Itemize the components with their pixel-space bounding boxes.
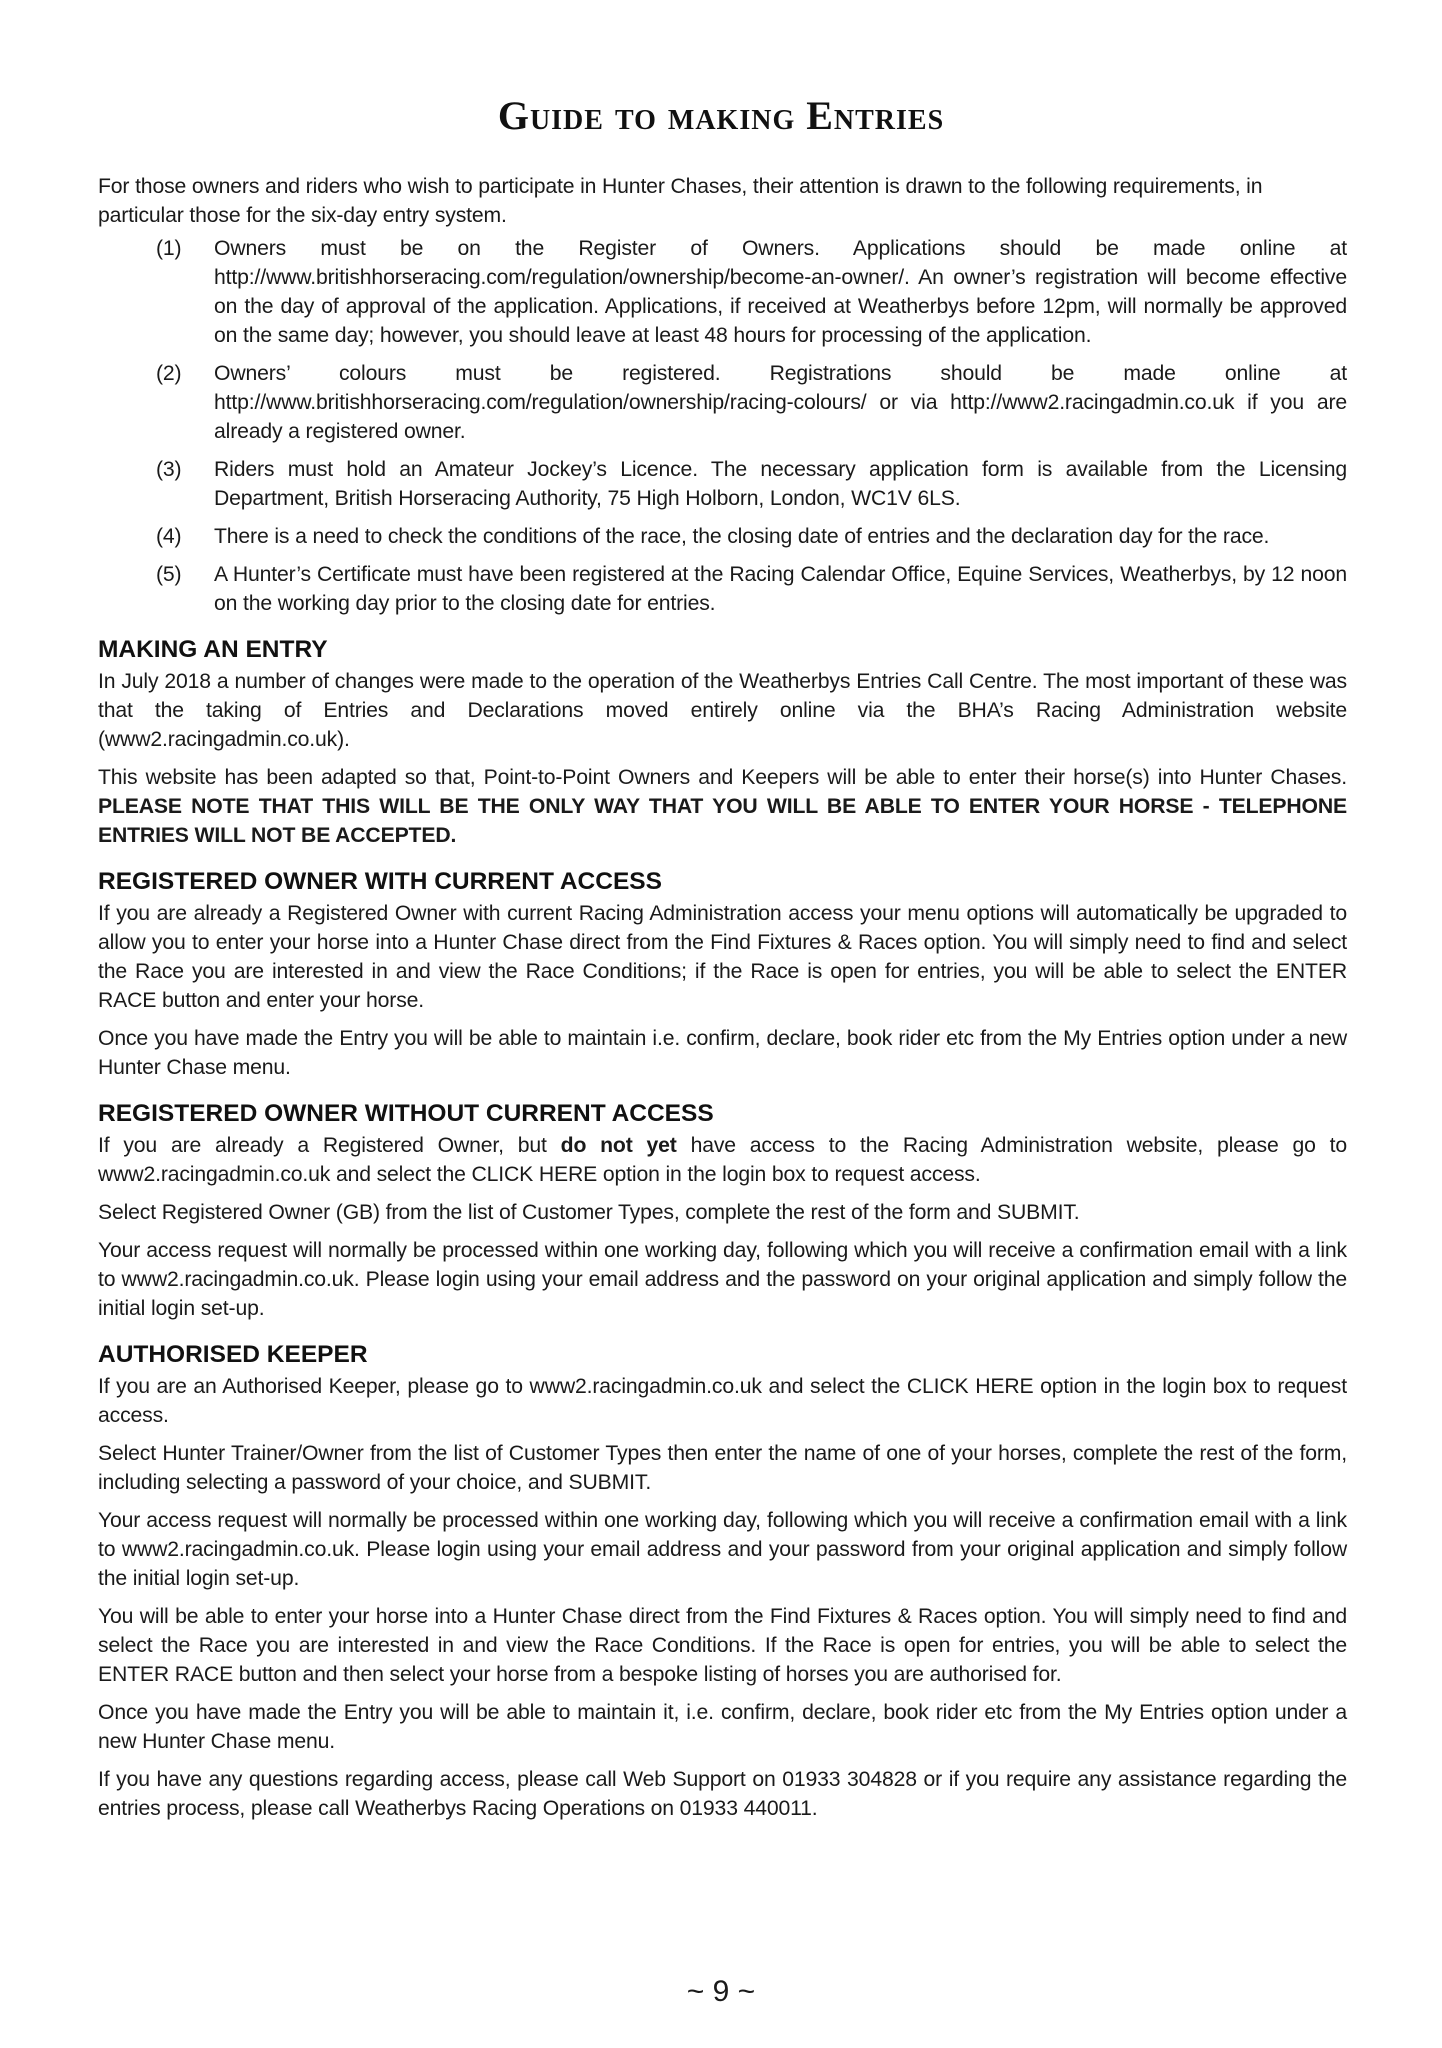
page-title: Guide to making Entries [497,93,945,138]
without-access-lead-text: If you are already a Registered Owner, but [98,1134,561,1157]
keeper-paragraph: Your access request will normally be processed within one working day, following which you will receive a confirmation email with a link to www2.racingadmin.co.uk. Please login using your email address and your password from your original application and simply follow the initial login set-up. [98,1509,1347,1590]
requirement-item [98,234,1347,350]
notice-lead-text: This website has been adapted so that, Point-to-Point Owners and Keepers will be able to enter their horse(s) into Hunter Chases. [98,766,1347,789]
making-entry-notice-paragraph [98,763,1347,850]
notice-bold-text: PLEASE NOTE THAT THIS WILL BE THE ONLY WAY THAT YOU WILL BE ABLE TO ENTER YOUR HORSE - TELEPHONE ENTRIES WILL NOT BE ACCEPTED. [98,795,1347,847]
requirement-item [98,359,1347,446]
section-heading-without-access: REGISTERED OWNER WITHOUT CURRENT ACCESS [98,1100,714,1127]
with-access-paragraph: Once you have made the Entry you will be able to maintain i.e. confirm, declare, book rider etc from the My Entries option under a new Hunter Chase menu. [98,1027,1347,1079]
requirement-text: A Hunter’s Certificate must have been registered at the Racing Calendar Office, Equine Services, Weatherbys, by 12 noon on the working day prior to the closing date for entries. [214,563,1347,615]
without-access-paragraph: Select Registered Owner (GB) from the list of Customer Types, complete the rest of the form and SUBMIT. [98,1201,1080,1224]
making-entry-paragraph: In July 2018 a number of changes were made to the operation of the Weatherbys Entries Call Centre. The most important of these was that the taking of Entries and Declarations moved entirely online via the BHA’s Racing Administration website (www2.racingadmin.co.uk). [98,670,1347,751]
section-heading-making-entry: MAKING AN ENTRY [98,636,328,663]
keeper-paragraph: You will be able to enter your horse into a Hunter Chase direct from the Find Fixtures & Races option. You will simply need to find and select the Race you are interested in and view the Race Conditions. If the Race is open for entries, you will be able to select the ENTER RACE button and then select your horse from a bespoke listing of horses you are authorised for. [98,1605,1347,1686]
page-number: ~ 9 ~ [686,1975,756,2008]
requirement-item [98,522,1347,551]
requirement-text: Owners’ colours must be registered. Registrations should be made online at http://www.britishhorseracing.com/regulation/ownership/racing-colours/ or via http://www2.racingadmin.co.uk if you are already a registered owner. [214,362,1347,443]
requirement-number: (5) [156,563,182,586]
with-access-paragraph: If you are already a Registered Owner with current Racing Administration access your menu options will automatically be upgraded to allow you to enter your horse into a Hunter Chase direct from the Find Fixtures & Races option. You will simply need to find and select the Race you are interested in and view the Race Conditions; if the Race is open for entries, you will be able to select the ENTER RACE button and enter your horse. [98,902,1347,1012]
requirement-text: Owners must be on the Register of Owners. Applications should be made online at http://www.britishhorseracing.com/regulation/ownership/become-an-owner/. An owner’s registration will become effective on the day of approval of the application. Applications, if received at Weatherbys before 12pm, will normally be approved on the same day; however, you should leave at least 48 hours for processing of the application. [214,237,1347,347]
requirement-text: Riders must hold an Amateur Jockey’s Licence. The necessary application form is available from the Licensing Department, British Horseracing Authority, 75 High Holborn, London, WC1V 6LS. [214,458,1347,510]
section-heading-with-access: REGISTERED OWNER WITH CURRENT ACCESS [98,868,662,895]
requirement-number: (2) [156,362,182,385]
keeper-paragraph: Select Hunter Trainer/Owner from the list of Customer Types then enter the name of one of your horses, complete the rest of the form, including selecting a password of your choice, and SUBMIT. [98,1442,1347,1494]
requirement-number: (1) [156,237,182,260]
requirement-item [98,455,1347,513]
requirements-list [98,234,1347,618]
keeper-paragraph: Once you have made the Entry you will be able to maintain it, i.e. confirm, declare, book rider etc from the My Entries option under a new Hunter Chase menu. [98,1701,1347,1753]
keeper-contact-paragraph: If you have any questions regarding access, please call Web Support on 01933 304828 or if you require any assistance regarding the entries process, please call Weatherbys Racing Operations on 01933 440011. [98,1768,1347,1820]
section-heading-authorised-keeper: AUTHORISED KEEPER [98,1341,368,1368]
without-access-tail-text: have access to the Racing Administration website, please go to www2.racingadmin.co.uk and select the CLICK HERE option in the login box to request access. [98,1134,1347,1186]
without-access-paragraph [98,1131,1347,1189]
requirement-number: (4) [156,525,182,548]
requirement-item [98,560,1347,618]
without-access-paragraph: Your access request will normally be processed within one working day, following which you will receive a confirmation email with a link to www2.racingadmin.co.uk. Please login using your email address and the password on your original application and simply follow the initial login set-up. [98,1239,1347,1320]
requirement-number: (3) [156,458,182,481]
keeper-paragraph: If you are an Authorised Keeper, please go to www2.racingadmin.co.uk and select the CLICK HERE option in the login box to request access. [98,1375,1347,1427]
requirement-text: There is a need to check the conditions of the race, the closing date of entries and the declaration day for the race. [214,525,1270,548]
without-access-bold-text: do not yet [560,1134,677,1157]
page-content [98,172,1347,1832]
intro-paragraph: For those owners and riders who wish to participate in Hunter Chases, their attention is drawn to the following requirements, in particular those for the six-day entry system. [98,175,1263,227]
